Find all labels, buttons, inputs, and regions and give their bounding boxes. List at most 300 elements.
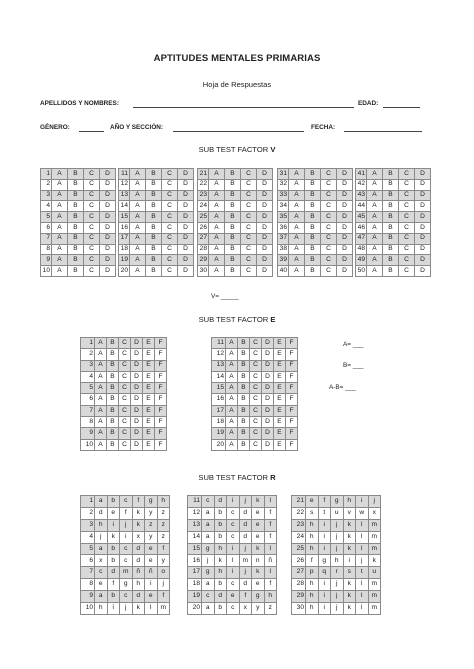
answer-option[interactable]: h	[214, 567, 227, 579]
answer-option[interactable]: k	[107, 531, 120, 543]
answer-option[interactable]: a	[202, 507, 215, 519]
answer-option[interactable]: B	[68, 190, 84, 201]
answer-option[interactable]: i	[107, 603, 120, 615]
answer-option[interactable]: d	[239, 507, 252, 519]
answer-option[interactable]: b	[107, 555, 120, 567]
answer-option[interactable]: c	[120, 496, 133, 508]
answer-option[interactable]: B	[107, 338, 119, 349]
answer-option[interactable]: A	[95, 349, 107, 360]
answer-option[interactable]: C	[162, 255, 178, 266]
answer-option[interactable]: A	[95, 417, 107, 428]
answer-option[interactable]: D	[178, 179, 194, 190]
answer-option[interactable]: C	[399, 233, 415, 244]
answer-option[interactable]: g	[120, 579, 133, 591]
answer-option[interactable]: B	[225, 266, 241, 277]
answer-option[interactable]: A	[209, 179, 225, 190]
answer-option[interactable]: C	[321, 201, 337, 212]
answer-option[interactable]: D	[100, 255, 116, 266]
answer-option[interactable]: D	[337, 201, 353, 212]
answer-option[interactable]: A	[209, 190, 225, 201]
answer-option[interactable]: C	[162, 201, 178, 212]
genero-field[interactable]	[79, 131, 104, 132]
answer-option[interactable]: A	[289, 201, 305, 212]
answer-option[interactable]: A	[95, 371, 107, 382]
answer-option[interactable]: C	[250, 405, 262, 416]
answer-option[interactable]: D	[100, 190, 116, 201]
answer-option[interactable]: y	[145, 507, 158, 519]
answer-option[interactable]: h	[157, 496, 170, 508]
answer-option[interactable]: d	[132, 543, 145, 555]
answer-option[interactable]: F	[155, 405, 167, 416]
answer-option[interactable]: c	[227, 579, 240, 591]
answer-option[interactable]: F	[286, 371, 298, 382]
answer-option[interactable]: C	[162, 179, 178, 190]
answer-option[interactable]: j	[356, 555, 369, 567]
answer-option[interactable]: D	[337, 169, 353, 180]
answer-option[interactable]: v	[343, 507, 356, 519]
answer-option[interactable]: D	[257, 201, 273, 212]
answer-option[interactable]: D	[337, 212, 353, 223]
answer-option[interactable]: C	[250, 360, 262, 371]
answer-option[interactable]: D	[131, 338, 143, 349]
answer-option[interactable]: d	[107, 567, 120, 579]
answer-option[interactable]: D	[131, 439, 143, 450]
answer-option[interactable]: B	[238, 417, 250, 428]
answer-option[interactable]: j	[239, 496, 252, 508]
answer-option[interactable]: C	[119, 338, 131, 349]
answer-option[interactable]: l	[356, 519, 369, 531]
answer-option[interactable]: a	[95, 543, 108, 555]
answer-option[interactable]: A	[52, 169, 68, 180]
answer-option[interactable]: ñ	[132, 567, 145, 579]
answer-option[interactable]: C	[321, 190, 337, 201]
answer-option[interactable]: D	[262, 428, 274, 439]
answer-option[interactable]: B	[107, 394, 119, 405]
answer-option[interactable]: m	[368, 603, 381, 615]
answer-option[interactable]: E	[274, 394, 286, 405]
answer-option[interactable]: B	[238, 439, 250, 450]
answer-option[interactable]: E	[274, 439, 286, 450]
answer-option[interactable]: C	[399, 179, 415, 190]
answer-option[interactable]: C	[399, 169, 415, 180]
answer-option[interactable]: D	[257, 244, 273, 255]
answer-option[interactable]: C	[162, 244, 178, 255]
answer-option[interactable]: C	[321, 169, 337, 180]
answer-option[interactable]: x	[132, 531, 145, 543]
answer-option[interactable]: E	[143, 417, 155, 428]
answer-option[interactable]: ñ	[145, 567, 158, 579]
answer-option[interactable]: A	[289, 255, 305, 266]
answer-option[interactable]: B	[107, 405, 119, 416]
answer-option[interactable]: B	[68, 212, 84, 223]
answer-option[interactable]: h	[306, 579, 319, 591]
answer-option[interactable]: C	[399, 201, 415, 212]
answer-option[interactable]: o	[157, 567, 170, 579]
answer-option[interactable]: m	[368, 579, 381, 591]
answer-option[interactable]: e	[145, 543, 158, 555]
answer-option[interactable]: b	[214, 603, 227, 615]
answer-option[interactable]: D	[337, 222, 353, 233]
answer-option[interactable]: C	[84, 169, 100, 180]
answer-option[interactable]: f	[107, 579, 120, 591]
answer-option[interactable]: j	[202, 555, 215, 567]
answer-option[interactable]: C	[321, 266, 337, 277]
answer-option[interactable]: k	[343, 519, 356, 531]
answer-option[interactable]: A	[95, 428, 107, 439]
answer-option[interactable]: D	[262, 383, 274, 394]
answer-option[interactable]: B	[225, 212, 241, 223]
answer-option[interactable]: e	[252, 531, 265, 543]
answer-option[interactable]: m	[157, 603, 170, 615]
answer-option[interactable]: f	[157, 543, 170, 555]
answer-option[interactable]: z	[157, 519, 170, 531]
answer-option[interactable]: B	[383, 222, 399, 233]
answer-option[interactable]: e	[227, 591, 240, 603]
answer-option[interactable]: B	[225, 233, 241, 244]
answer-option[interactable]: D	[178, 244, 194, 255]
answer-option[interactable]: B	[146, 222, 162, 233]
answer-option[interactable]: i	[227, 496, 240, 508]
answer-option[interactable]: A	[289, 179, 305, 190]
answer-option[interactable]: C	[250, 371, 262, 382]
answer-option[interactable]: B	[238, 405, 250, 416]
answer-option[interactable]: A	[289, 266, 305, 277]
answer-option[interactable]: B	[305, 179, 321, 190]
answer-option[interactable]: i	[343, 555, 356, 567]
answer-option[interactable]: F	[286, 417, 298, 428]
answer-option[interactable]: h	[264, 591, 277, 603]
answer-option[interactable]: A	[209, 233, 225, 244]
answer-option[interactable]: B	[107, 360, 119, 371]
answer-option[interactable]: B	[383, 233, 399, 244]
answer-option[interactable]: A	[367, 212, 383, 223]
answer-option[interactable]: D	[415, 244, 431, 255]
answer-option[interactable]: f	[264, 519, 277, 531]
answer-option[interactable]: A	[130, 244, 146, 255]
answer-option[interactable]: C	[162, 169, 178, 180]
answer-option[interactable]: D	[178, 169, 194, 180]
answer-option[interactable]: C	[119, 383, 131, 394]
answer-option[interactable]: a	[202, 603, 215, 615]
answer-option[interactable]: C	[399, 266, 415, 277]
answer-option[interactable]: A	[130, 255, 146, 266]
answer-option[interactable]: C	[241, 169, 257, 180]
answer-option[interactable]: A	[226, 338, 238, 349]
answer-option[interactable]: d	[239, 531, 252, 543]
answer-option[interactable]: D	[262, 417, 274, 428]
answer-option[interactable]: A	[209, 212, 225, 223]
answer-option[interactable]: c	[227, 519, 240, 531]
answer-option[interactable]: A	[130, 266, 146, 277]
answer-option[interactable]: A	[226, 428, 238, 439]
answer-option[interactable]: F	[286, 383, 298, 394]
apellidos-field[interactable]	[133, 107, 354, 108]
answer-option[interactable]: j	[331, 543, 344, 555]
answer-option[interactable]: D	[415, 266, 431, 277]
answer-option[interactable]: i	[318, 579, 331, 591]
answer-option[interactable]: F	[155, 383, 167, 394]
answer-option[interactable]: j	[239, 567, 252, 579]
answer-option[interactable]: B	[107, 371, 119, 382]
answer-option[interactable]: E	[143, 428, 155, 439]
answer-option[interactable]: C	[119, 428, 131, 439]
answer-option[interactable]: A	[367, 201, 383, 212]
answer-option[interactable]: h	[306, 543, 319, 555]
answer-option[interactable]: B	[68, 222, 84, 233]
answer-option[interactable]: a	[202, 519, 215, 531]
answer-option[interactable]: A	[52, 212, 68, 223]
answer-option[interactable]: B	[305, 233, 321, 244]
answer-option[interactable]: i	[318, 531, 331, 543]
answer-option[interactable]: D	[262, 371, 274, 382]
answer-option[interactable]: C	[241, 266, 257, 277]
answer-option[interactable]: l	[356, 579, 369, 591]
answer-option[interactable]: b	[214, 531, 227, 543]
answer-option[interactable]: A	[226, 371, 238, 382]
answer-option[interactable]: i	[318, 543, 331, 555]
answer-option[interactable]: D	[131, 417, 143, 428]
answer-option[interactable]: i	[145, 579, 158, 591]
answer-option[interactable]: f	[239, 591, 252, 603]
answer-option[interactable]: F	[155, 338, 167, 349]
answer-option[interactable]: e	[252, 507, 265, 519]
answer-option[interactable]: j	[331, 531, 344, 543]
answer-option[interactable]: D	[415, 201, 431, 212]
answer-option[interactable]: f	[120, 507, 133, 519]
answer-option[interactable]: E	[143, 394, 155, 405]
answer-option[interactable]: B	[305, 255, 321, 266]
answer-option[interactable]: k	[343, 603, 356, 615]
answer-option[interactable]: D	[262, 439, 274, 450]
answer-option[interactable]: i	[356, 496, 369, 508]
answer-option[interactable]: E	[143, 383, 155, 394]
answer-option[interactable]: D	[415, 169, 431, 180]
answer-option[interactable]: C	[119, 394, 131, 405]
answer-option[interactable]: B	[146, 190, 162, 201]
answer-option[interactable]: C	[399, 190, 415, 201]
answer-option[interactable]: C	[119, 349, 131, 360]
answer-option[interactable]: j	[157, 579, 170, 591]
answer-option[interactable]: C	[84, 244, 100, 255]
answer-option[interactable]: x	[95, 555, 108, 567]
answer-option[interactable]: B	[383, 179, 399, 190]
answer-option[interactable]: A	[209, 169, 225, 180]
answer-option[interactable]: A	[52, 222, 68, 233]
edad-field[interactable]	[383, 107, 420, 108]
answer-option[interactable]: m	[239, 555, 252, 567]
answer-option[interactable]: A	[289, 222, 305, 233]
answer-option[interactable]: F	[286, 439, 298, 450]
answer-option[interactable]: h	[306, 531, 319, 543]
answer-option[interactable]: d	[214, 496, 227, 508]
answer-option[interactable]: B	[383, 201, 399, 212]
answer-option[interactable]: g	[145, 496, 158, 508]
answer-option[interactable]: C	[250, 383, 262, 394]
answer-option[interactable]: z	[157, 507, 170, 519]
answer-option[interactable]: F	[155, 428, 167, 439]
answer-option[interactable]: f	[264, 579, 277, 591]
answer-option[interactable]: f	[318, 496, 331, 508]
answer-option[interactable]: D	[415, 255, 431, 266]
answer-option[interactable]: C	[321, 222, 337, 233]
answer-option[interactable]: h	[214, 543, 227, 555]
answer-option[interactable]: A	[226, 360, 238, 371]
answer-option[interactable]: i	[318, 603, 331, 615]
answer-option[interactable]: g	[202, 567, 215, 579]
answer-option[interactable]: A	[52, 201, 68, 212]
answer-option[interactable]: A	[226, 383, 238, 394]
answer-option[interactable]: E	[143, 349, 155, 360]
answer-option[interactable]: B	[146, 255, 162, 266]
answer-option[interactable]: u	[368, 567, 381, 579]
answer-option[interactable]: B	[238, 371, 250, 382]
answer-option[interactable]: l	[356, 543, 369, 555]
answer-option[interactable]: D	[131, 360, 143, 371]
answer-option[interactable]: z	[157, 531, 170, 543]
answer-option[interactable]: A	[367, 169, 383, 180]
answer-option[interactable]: E	[274, 405, 286, 416]
answer-option[interactable]: k	[252, 567, 265, 579]
answer-option[interactable]: e	[252, 579, 265, 591]
answer-option[interactable]: j	[368, 496, 381, 508]
answer-option[interactable]: E	[143, 338, 155, 349]
answer-option[interactable]: B	[225, 244, 241, 255]
answer-option[interactable]: D	[131, 349, 143, 360]
answer-option[interactable]: F	[286, 428, 298, 439]
answer-option[interactable]: C	[321, 233, 337, 244]
answer-option[interactable]: A	[95, 394, 107, 405]
answer-option[interactable]: D	[262, 349, 274, 360]
answer-option[interactable]: C	[241, 233, 257, 244]
answer-option[interactable]: C	[162, 190, 178, 201]
answer-option[interactable]: d	[132, 555, 145, 567]
answer-option[interactable]: k	[132, 507, 145, 519]
answer-option[interactable]: h	[95, 519, 108, 531]
answer-option[interactable]: B	[383, 169, 399, 180]
answer-option[interactable]: D	[337, 255, 353, 266]
answer-option[interactable]: C	[241, 201, 257, 212]
answer-option[interactable]: C	[241, 255, 257, 266]
answer-option[interactable]: e	[306, 496, 319, 508]
answer-option[interactable]: A	[289, 233, 305, 244]
answer-option[interactable]: C	[241, 212, 257, 223]
answer-option[interactable]: C	[321, 212, 337, 223]
answer-option[interactable]: m	[368, 591, 381, 603]
answer-option[interactable]: k	[252, 543, 265, 555]
answer-option[interactable]: k	[214, 555, 227, 567]
answer-option[interactable]: j	[120, 519, 133, 531]
answer-option[interactable]: z	[145, 519, 158, 531]
answer-option[interactable]: A	[209, 266, 225, 277]
answer-option[interactable]: i	[318, 591, 331, 603]
answer-option[interactable]: A	[226, 405, 238, 416]
answer-option[interactable]: C	[84, 222, 100, 233]
answer-option[interactable]: a	[95, 591, 108, 603]
answer-option[interactable]: f	[264, 507, 277, 519]
answer-option[interactable]: B	[146, 169, 162, 180]
answer-option[interactable]: i	[318, 519, 331, 531]
answer-option[interactable]: s	[343, 567, 356, 579]
answer-option[interactable]: C	[84, 233, 100, 244]
answer-option[interactable]: e	[107, 507, 120, 519]
answer-option[interactable]: B	[305, 244, 321, 255]
answer-option[interactable]: A	[52, 233, 68, 244]
answer-option[interactable]: b	[214, 579, 227, 591]
answer-option[interactable]: j	[95, 531, 108, 543]
answer-option[interactable]: j	[331, 519, 344, 531]
answer-option[interactable]: w	[356, 507, 369, 519]
answer-option[interactable]: E	[274, 360, 286, 371]
answer-option[interactable]: D	[415, 212, 431, 223]
answer-option[interactable]: a	[202, 579, 215, 591]
answer-option[interactable]: A	[367, 244, 383, 255]
answer-option[interactable]: D	[131, 371, 143, 382]
answer-option[interactable]: B	[107, 383, 119, 394]
answer-option[interactable]: D	[415, 179, 431, 190]
answer-option[interactable]: A	[52, 266, 68, 277]
answer-option[interactable]: D	[100, 266, 116, 277]
answer-option[interactable]: F	[155, 349, 167, 360]
answer-option[interactable]: k	[368, 555, 381, 567]
answer-option[interactable]: D	[262, 338, 274, 349]
answer-option[interactable]: C	[84, 212, 100, 223]
answer-option[interactable]: A	[95, 439, 107, 450]
answer-option[interactable]: A	[209, 255, 225, 266]
answer-option[interactable]: C	[162, 266, 178, 277]
answer-option[interactable]: c	[202, 591, 215, 603]
answer-option[interactable]: k	[343, 543, 356, 555]
answer-option[interactable]: a	[202, 531, 215, 543]
answer-option[interactable]: m	[368, 531, 381, 543]
answer-option[interactable]: j	[120, 603, 133, 615]
answer-option[interactable]: A	[130, 169, 146, 180]
answer-option[interactable]: c	[120, 591, 133, 603]
answer-option[interactable]: A	[289, 169, 305, 180]
answer-option[interactable]: C	[250, 349, 262, 360]
answer-option[interactable]: m	[368, 519, 381, 531]
answer-option[interactable]: C	[162, 212, 178, 223]
answer-option[interactable]: d	[214, 591, 227, 603]
answer-option[interactable]: D	[131, 405, 143, 416]
answer-option[interactable]: B	[305, 190, 321, 201]
answer-option[interactable]: B	[225, 179, 241, 190]
answer-option[interactable]: h	[306, 519, 319, 531]
answer-option[interactable]: A	[367, 179, 383, 190]
fecha-field[interactable]	[344, 131, 422, 132]
answer-option[interactable]: B	[107, 428, 119, 439]
answer-option[interactable]: C	[250, 394, 262, 405]
answer-option[interactable]: k	[252, 496, 265, 508]
answer-option[interactable]: y	[252, 603, 265, 615]
answer-option[interactable]: d	[239, 579, 252, 591]
answer-option[interactable]: c	[120, 543, 133, 555]
answer-option[interactable]: B	[225, 190, 241, 201]
answer-option[interactable]: g	[252, 591, 265, 603]
answer-option[interactable]: l	[145, 603, 158, 615]
answer-option[interactable]: C	[250, 417, 262, 428]
answer-option[interactable]: e	[252, 519, 265, 531]
answer-option[interactable]: e	[145, 591, 158, 603]
answer-option[interactable]: C	[119, 405, 131, 416]
answer-option[interactable]: k	[343, 591, 356, 603]
answer-option[interactable]: i	[107, 519, 120, 531]
answer-option[interactable]: e	[145, 555, 158, 567]
answer-option[interactable]: A	[52, 255, 68, 266]
answer-option[interactable]: D	[131, 394, 143, 405]
answer-option[interactable]: A	[130, 222, 146, 233]
answer-option[interactable]: A	[130, 201, 146, 212]
answer-option[interactable]: B	[383, 244, 399, 255]
